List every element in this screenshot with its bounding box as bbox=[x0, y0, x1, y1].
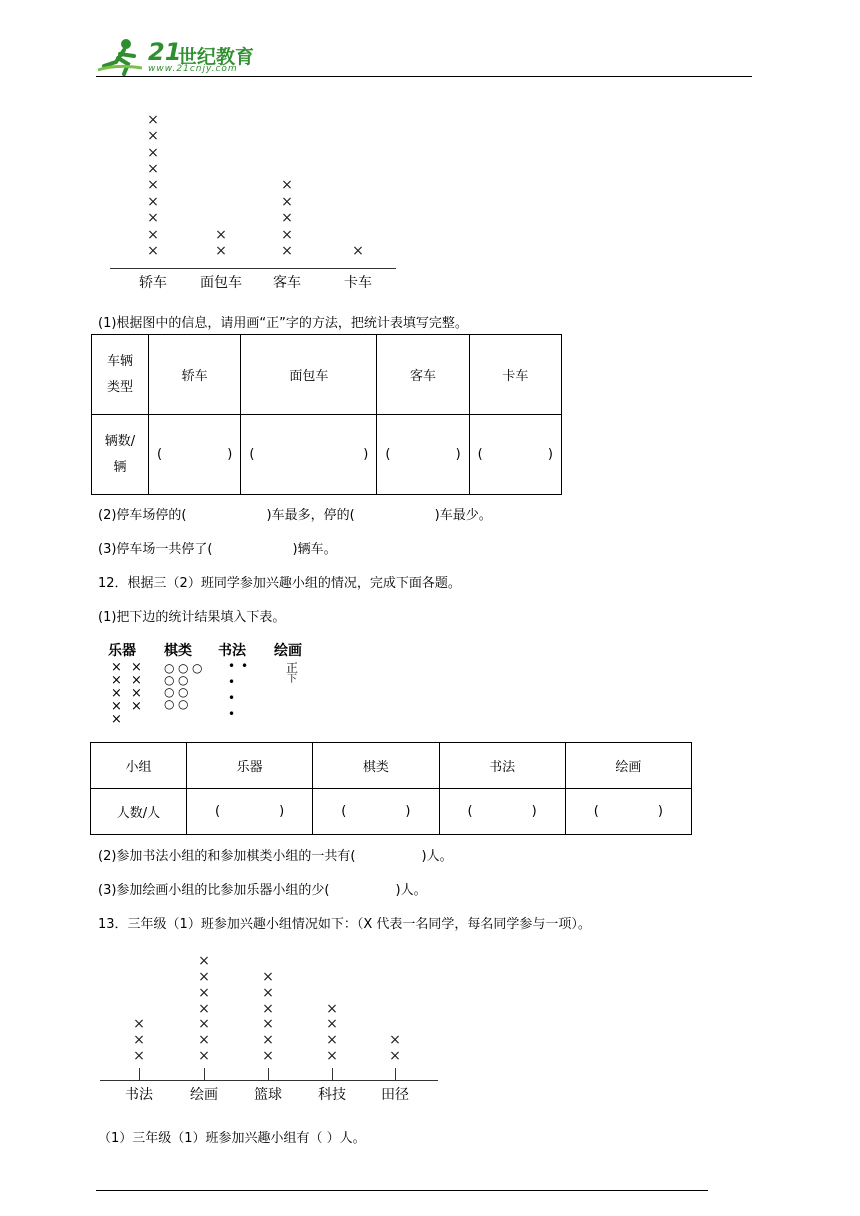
tally-group-label: 绘画 bbox=[274, 643, 302, 659]
table-col-calligraphy: 书法 bbox=[439, 743, 565, 789]
axis-tick bbox=[395, 1068, 396, 1080]
tally-mark: 正 bbox=[286, 661, 299, 675]
data-mark: × bbox=[326, 1016, 338, 1033]
tally-mark: × bbox=[111, 686, 122, 701]
axis-label: 田径 bbox=[381, 1087, 409, 1103]
data-mark: × bbox=[281, 193, 293, 210]
answer-blank[interactable]: ( ) bbox=[377, 415, 469, 495]
table-header-cell: 车辆 类型 bbox=[92, 335, 149, 415]
q11-sub2: (2)停车场停的( )车最多，停的( )车最少。 bbox=[98, 508, 492, 523]
answer-blank[interactable]: ( ) bbox=[241, 415, 377, 495]
data-mark: × bbox=[389, 1048, 401, 1064]
data-mark: × bbox=[133, 1048, 145, 1064]
axis-label: 书法 bbox=[125, 1087, 153, 1103]
axis-tick bbox=[268, 1068, 269, 1080]
data-mark: × bbox=[198, 969, 210, 985]
answer-blank[interactable]: ( ) bbox=[313, 789, 439, 835]
table-col-instrument: 乐器 bbox=[187, 743, 313, 789]
tally-mark: • bbox=[241, 659, 249, 673]
q11-sub3: (3)停车场一共停了( )辆车。 bbox=[98, 542, 337, 557]
tally-mark: ○ bbox=[164, 673, 175, 687]
table-col-truck: 卡车 bbox=[469, 335, 561, 415]
tally-mark: ○ bbox=[178, 673, 189, 687]
tally-mark: × bbox=[111, 699, 122, 714]
answer-blank[interactable]: ( ) bbox=[187, 789, 313, 835]
tally-group-label: 乐器 bbox=[108, 643, 136, 659]
data-mark: × bbox=[262, 984, 274, 1001]
axis-label: 篮球 bbox=[254, 1087, 282, 1103]
tally-mark: ○ bbox=[164, 661, 175, 675]
data-mark: × bbox=[281, 226, 293, 243]
data-mark: × bbox=[147, 144, 159, 161]
group-table bbox=[90, 742, 692, 835]
answer-blank[interactable]: ( ) bbox=[565, 789, 691, 835]
table-row-head: 辆数/ 辆 bbox=[92, 415, 149, 495]
tally-mark: × bbox=[111, 673, 122, 688]
data-mark: × bbox=[147, 111, 159, 128]
tally-mark: × bbox=[131, 660, 142, 675]
data-mark: × bbox=[262, 1032, 274, 1049]
data-mark: × bbox=[326, 1048, 338, 1064]
data-mark: × bbox=[389, 1032, 401, 1049]
axis-tick bbox=[332, 1068, 333, 1080]
data-mark: × bbox=[198, 984, 210, 1001]
data-mark: × bbox=[281, 210, 293, 227]
axis-label: 面包车 bbox=[200, 275, 242, 291]
data-mark: × bbox=[198, 1016, 210, 1033]
tally-mark: ○ bbox=[164, 697, 175, 711]
table-col-painting: 绘画 bbox=[565, 743, 691, 789]
data-mark: × bbox=[215, 226, 227, 243]
tally-group-label: 书法 bbox=[218, 643, 246, 659]
chart-axis bbox=[100, 1080, 438, 1081]
tally-mark: 下 bbox=[287, 674, 297, 685]
data-mark: × bbox=[147, 161, 159, 177]
table-header-cell: 小组 bbox=[91, 743, 187, 789]
table-col-sedan: 轿车 bbox=[149, 335, 241, 415]
table-col-bus: 客车 bbox=[377, 335, 469, 415]
q11-sub1: (1)根据图中的信息，请用画“正”字的方法，把统计表填写完整。 bbox=[98, 316, 468, 331]
data-mark: × bbox=[262, 1000, 274, 1017]
chart-axis bbox=[110, 268, 396, 269]
tally-mark: × bbox=[111, 660, 122, 675]
axis-tick bbox=[204, 1068, 205, 1080]
answer-blank[interactable]: ( ) bbox=[469, 415, 561, 495]
table-col-van: 面包车 bbox=[241, 335, 377, 415]
axis-label: 客车 bbox=[273, 275, 301, 291]
data-mark: × bbox=[326, 1032, 338, 1049]
data-mark: × bbox=[147, 243, 159, 259]
tally-mark: • bbox=[228, 691, 236, 705]
data-mark: × bbox=[133, 1032, 145, 1049]
q12-sub1: (1)把下边的统计结果填入下表。 bbox=[98, 610, 286, 625]
q12-sub2: (2)参加书法小组的和参加棋类小组的一共有( )人。 bbox=[98, 849, 453, 864]
vehicle-table bbox=[91, 334, 562, 495]
q13-sub1: （1）三年级（1）班参加兴趣小组有（ ）人。 bbox=[98, 1131, 366, 1146]
axis-label: 绘画 bbox=[190, 1087, 218, 1103]
axis-label: 卡车 bbox=[344, 275, 372, 291]
answer-blank[interactable]: ( ) bbox=[149, 415, 241, 495]
data-mark: × bbox=[198, 1000, 210, 1017]
axis-tick bbox=[139, 1068, 140, 1080]
table-row-head: 人数/人 bbox=[91, 789, 187, 835]
data-mark: × bbox=[147, 226, 159, 243]
data-mark: × bbox=[262, 1016, 274, 1033]
logo-url: www.21cnjy.com bbox=[148, 64, 238, 74]
tally-mark: × bbox=[131, 699, 142, 714]
data-mark: × bbox=[281, 177, 293, 194]
tally-mark: • bbox=[228, 659, 236, 673]
tally-mark: × bbox=[131, 673, 142, 688]
answer-blank[interactable]: ( ) bbox=[439, 789, 565, 835]
site-logo bbox=[96, 36, 266, 76]
data-mark: × bbox=[326, 1000, 338, 1017]
tally-mark: ○ bbox=[192, 661, 203, 675]
logo-number: 21 bbox=[148, 38, 182, 66]
logo-text: 世纪教育 bbox=[178, 46, 255, 68]
tally-mark: ○ bbox=[178, 697, 189, 711]
tally-mark: × bbox=[111, 712, 122, 727]
data-mark: × bbox=[147, 177, 159, 194]
data-mark: × bbox=[147, 128, 159, 145]
axis-label: 轿车 bbox=[139, 275, 167, 291]
tally-mark: • bbox=[228, 707, 236, 721]
data-mark: × bbox=[133, 1016, 145, 1033]
data-mark: × bbox=[198, 1048, 210, 1064]
data-mark: × bbox=[281, 243, 293, 259]
table-col-chess: 棋类 bbox=[313, 743, 439, 789]
data-mark: × bbox=[147, 210, 159, 227]
tally-mark: ○ bbox=[178, 661, 189, 675]
tally-mark: ○ bbox=[164, 685, 175, 699]
tally-mark: × bbox=[131, 686, 142, 701]
data-mark: × bbox=[262, 969, 274, 985]
runner-logo-icon bbox=[96, 36, 146, 76]
tally-mark: ○ bbox=[178, 685, 189, 699]
data-mark: × bbox=[215, 243, 227, 259]
tally-mark: • bbox=[228, 675, 236, 689]
data-mark: × bbox=[198, 953, 210, 970]
header-rule bbox=[96, 76, 752, 77]
axis-label: 科技 bbox=[318, 1087, 346, 1103]
data-mark: × bbox=[262, 1048, 274, 1064]
data-mark: × bbox=[352, 243, 364, 259]
data-mark: × bbox=[198, 1032, 210, 1049]
q13-title: 13．三年级（1）班参加兴趣小组情况如下：（X 代表一名同学，每名同学参与一项）。 bbox=[98, 917, 591, 932]
q12-sub3: (3)参加绘画小组的比参加乐器小组的少( )人。 bbox=[98, 883, 427, 898]
footer-rule bbox=[96, 1190, 708, 1191]
tally-group-label: 棋类 bbox=[164, 643, 192, 659]
data-mark: × bbox=[147, 193, 159, 210]
q12-title: 12．根据三（2）班同学参加兴趣小组的情况，完成下面各题。 bbox=[98, 576, 461, 591]
